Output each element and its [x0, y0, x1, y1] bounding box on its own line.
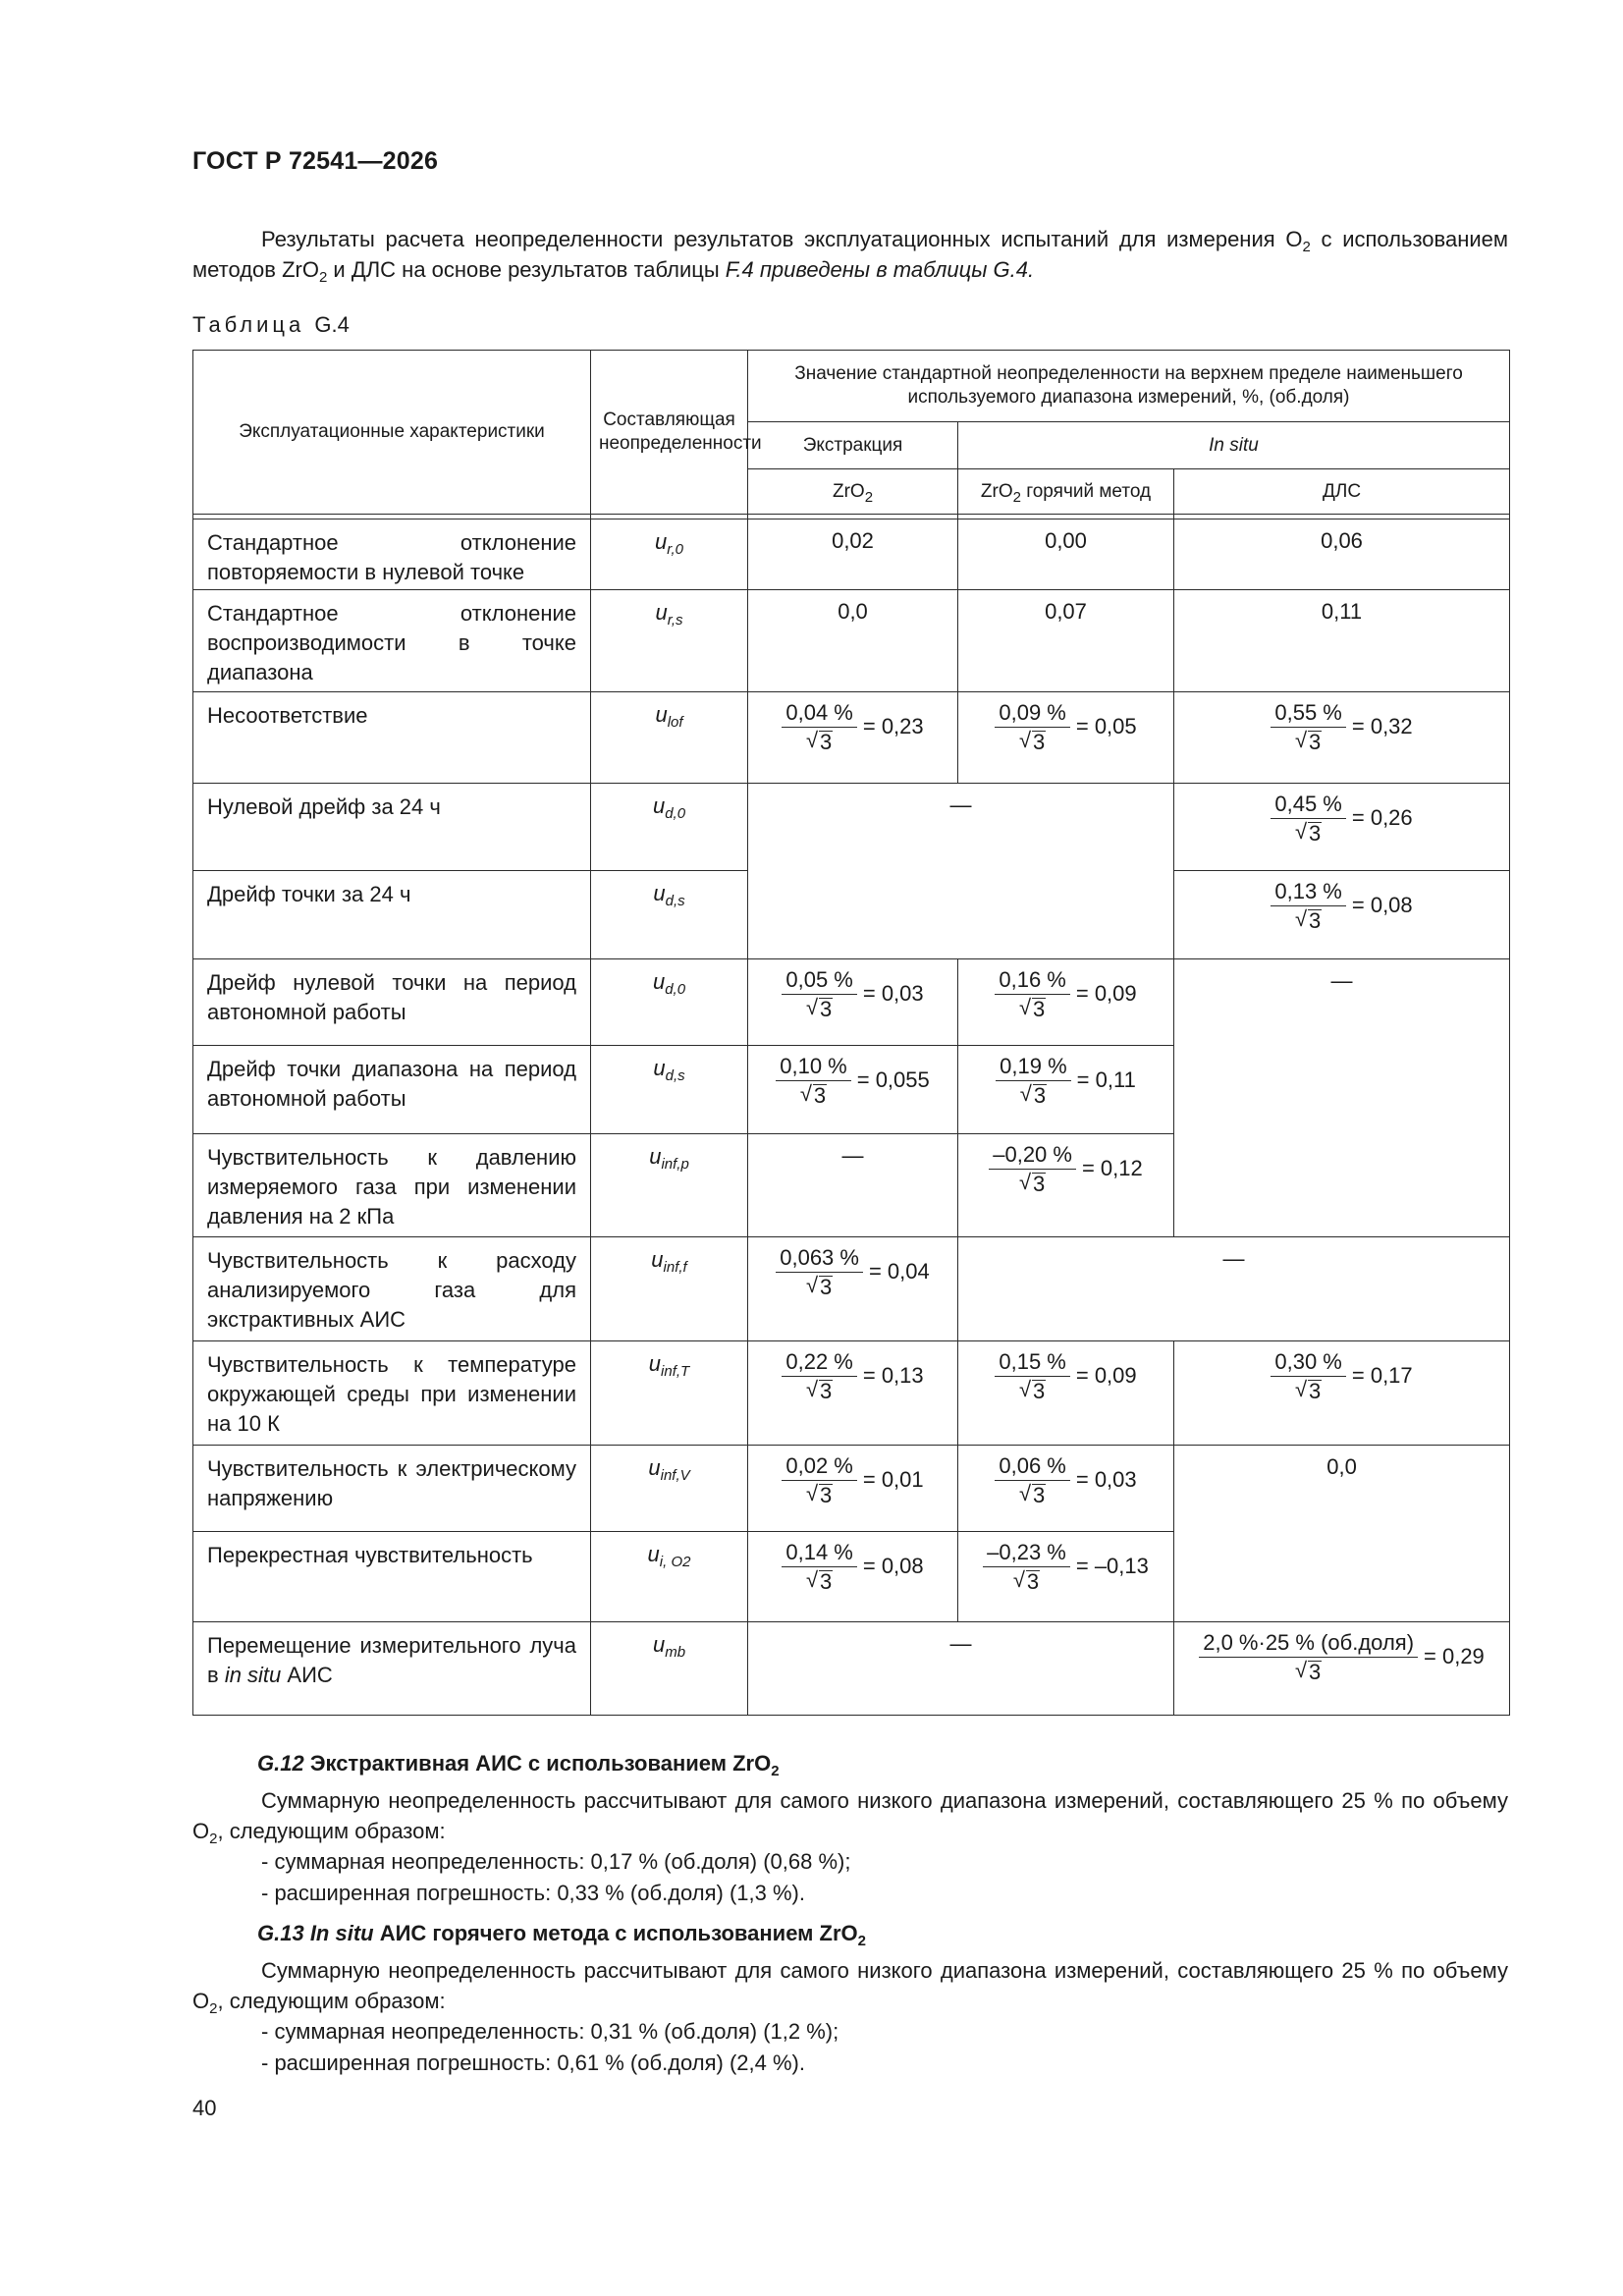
value-extraction-zro2: —	[748, 1134, 958, 1237]
row-characteristic: Стандартное отклонение воспроизводимости в точке диапазона	[193, 590, 591, 692]
value-extraction-zro2: 0,22 % √ 3 = 0,13	[748, 1341, 958, 1446]
value-in-situ-dash: —	[958, 1237, 1510, 1341]
row-symbol: $u_{d,0}$	[591, 784, 748, 871]
value-zro2-hot: 0,09 % √ 3 = 0,05	[958, 692, 1174, 784]
row-characteristic: Чувствительность к давлению измеряемого газа при изменении давления на 2 кПа	[193, 1134, 591, 1237]
table-row	[193, 1446, 1510, 1532]
row-symbol: $u_{r,s}$	[591, 590, 748, 692]
row-characteristic: Нулевой дрейф за 24 ч	[193, 784, 591, 871]
value-extraction-zro2: 0,02 % √ 3 = 0,01	[748, 1446, 958, 1532]
row-symbol: $u_{d,0}$	[591, 959, 748, 1046]
header-dls: ДЛС	[1174, 469, 1510, 515]
row-symbol: $u_{r,0}$	[591, 519, 748, 590]
value-zro2-hot: 0,16 % √ 3 = 0,09	[958, 959, 1174, 1046]
list-item: - расширенная погрешность: 0,33 % (об.доля) (1,3 %).	[261, 1881, 805, 1905]
value-dash-merged: —	[748, 1622, 1174, 1716]
table-row	[193, 1341, 1510, 1446]
row-characteristic: Перемещение измерительного луча в in situ АИС	[193, 1622, 591, 1716]
header-extraction: Экстракция	[748, 422, 958, 469]
table-row	[193, 784, 1510, 871]
row-characteristic: Дрейф точки диапазона на период автономной работы	[193, 1046, 591, 1134]
value-zro2-hot: –0,20 % √ 3 = 0,12	[958, 1134, 1174, 1237]
row-symbol: $u_{i, O2}$	[591, 1532, 748, 1622]
row-characteristic: Чувствительность к температуре окружающей среды при изменении на 10 К	[193, 1341, 591, 1446]
section-paragraph-g13: Суммарную неопределенность рассчитывают для самого низкого диапазона измерений, составляющего 25 % по объему $O_2$, следующим образом:	[192, 1958, 1508, 2017]
value-dls: 0,06	[1174, 519, 1510, 590]
row-characteristic: Чувствительность к электрическому напряжению	[193, 1446, 591, 1532]
row-characteristic: Несоответствие	[193, 692, 591, 784]
value-extraction-zro2: 0,10 % √ 3 = 0,055	[748, 1046, 958, 1134]
value-extraction-zro2: 0,0	[748, 590, 958, 692]
section-title-g13: G.13 In situ АИС горячего метода с использованием ZrO$_2$	[257, 1921, 866, 1949]
value-zro2-hot: 0,07	[958, 590, 1174, 692]
table-row	[193, 692, 1510, 784]
list-item: - суммарная неопределенность: 0,17 % (об.доля) (0,68 %);	[261, 1849, 851, 1874]
table-row	[193, 959, 1510, 1046]
value-dls: 0,45 % √ 3 = 0,26	[1174, 784, 1510, 871]
row-symbol: $u_{inf,T}$	[591, 1341, 748, 1446]
page-number: 40	[192, 2096, 217, 2120]
value-zro2-hot: 0,06 % √ 3 = 0,03	[958, 1446, 1174, 1532]
row-symbol: $u_{inf,p}$	[591, 1134, 748, 1237]
value-dls: 0,13 % √ 3 = 0,08	[1174, 871, 1510, 959]
value-zro2-hot: –0,23 % √ 3 = –0,13	[958, 1532, 1174, 1622]
table-caption: Таблица G.4	[192, 312, 350, 337]
value-dls: 0,0	[1174, 1446, 1510, 1622]
document-header: ГОСТ Р 72541—2026	[192, 147, 439, 175]
table-row	[193, 1237, 1510, 1341]
value-extraction-zro2: 0,14 % √ 3 = 0,08	[748, 1532, 958, 1622]
value-extraction-zro2: 0,02	[748, 519, 958, 590]
section-title-g12: G.12 Экстрактивная АИС с использованием ZrO$_2$	[257, 1751, 780, 1779]
value-dls-dash: —	[1174, 959, 1510, 1237]
table-row	[193, 1622, 1510, 1716]
value-zro2-hot: 0,15 % √ 3 = 0,09	[958, 1341, 1174, 1446]
row-characteristic: Дрейф нулевой точки на период автономной работы	[193, 959, 591, 1046]
row-characteristic: Стандартное отклонение повторяемости в нулевой точке	[193, 519, 591, 590]
row-symbol: $u_{d,s}$	[591, 871, 748, 959]
list-item: - суммарная неопределенность: 0,31 % (об.доля) (1,2 %);	[261, 2019, 839, 2044]
value-dls: 0,11	[1174, 590, 1510, 692]
header-component: Составляющая неопределенности	[591, 351, 748, 515]
value-zro2-hot: 0,19 % √ 3 = 0,11	[958, 1046, 1174, 1134]
intro-paragraph: Результаты расчета неопределенности результатов эксплуатационных испытаний для измерения $O_2$ с использованием методов ZrO$_2$ и ДЛС на основе результатов таблицы F.4 приведены в таблицы G.4.	[192, 227, 1508, 286]
header-characteristics: Эксплуатационные характеристики	[193, 351, 591, 515]
row-symbol: $u_{lof}$	[591, 692, 748, 784]
header-value-group: Значение стандартной неопределенности на верхнем пределе наименьшего используемого диапазона измерений, %, (об.доля)	[748, 351, 1510, 422]
value-zro2-hot: 0,00	[958, 519, 1174, 590]
header-zro2: ZrO$_2$	[748, 469, 958, 515]
row-symbol: $u_{d,s}$	[591, 1046, 748, 1134]
value-dls: 2,0 %·25 % (об.доля) √ 3 = 0,29	[1174, 1622, 1510, 1716]
value-extraction-zro2: 0,04 % √ 3 = 0,23	[748, 692, 958, 784]
value-dls: 0,55 % √ 3 = 0,32	[1174, 692, 1510, 784]
table-row	[193, 519, 1510, 590]
list-item: - расширенная погрешность: 0,61 % (об.доля) (2,4 %).	[261, 2050, 805, 2075]
value-extraction-zro2: 0,063 % √ 3 = 0,04	[748, 1237, 958, 1341]
row-symbol: $u_{inf,V}$	[591, 1446, 748, 1532]
value-dls: 0,30 % √ 3 = 0,17	[1174, 1341, 1510, 1446]
row-symbol: $u_{inf,f}$	[591, 1237, 748, 1341]
value-extraction-zro2: 0,05 % √ 3 = 0,03	[748, 959, 958, 1046]
header-in-situ: In situ	[958, 422, 1510, 469]
section-paragraph-g12: Суммарную неопределенность рассчитывают для самого низкого диапазона измерений, составляющего 25 % по объему $O_2$, следующим образом:	[192, 1788, 1508, 1847]
row-characteristic: Перекрестная чувствительность	[193, 1532, 591, 1622]
table-row	[193, 590, 1510, 692]
row-characteristic: Чувствительность к расходу анализируемого газа для экстрактивных АИС	[193, 1237, 591, 1341]
header-zro2-hot: ZrO$_2$ горячий метод	[958, 469, 1174, 515]
uncertainty-table	[192, 350, 1510, 1716]
row-characteristic: Дрейф точки за 24 ч	[193, 871, 591, 959]
value-dash-merged: —	[748, 784, 1174, 959]
row-symbol: $u_{mb}$	[591, 1622, 748, 1716]
